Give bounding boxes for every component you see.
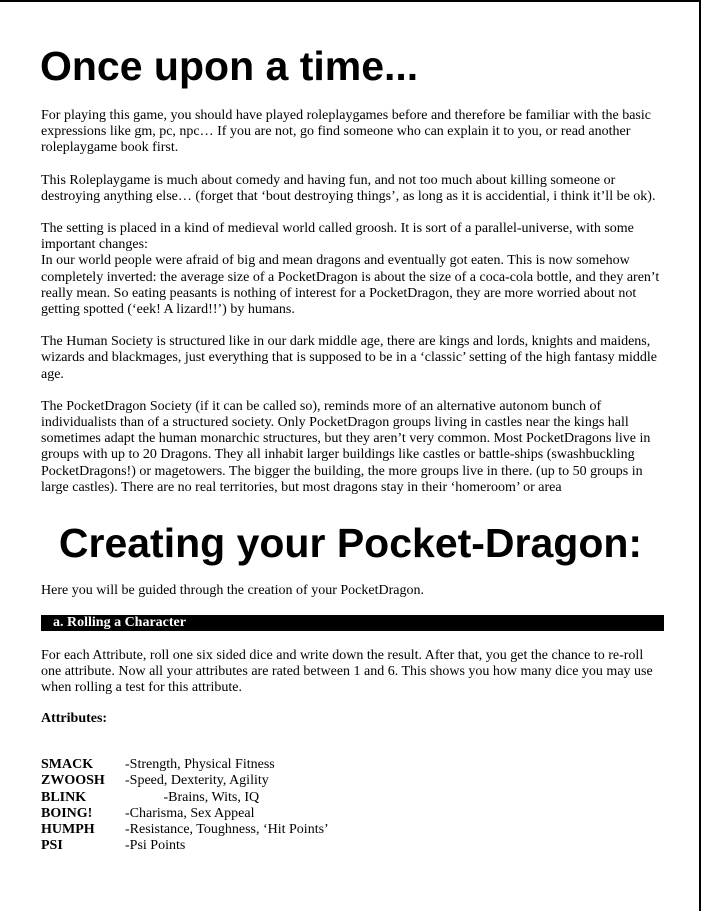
attribute-row [41,838,663,854]
intro-paragraph: In our world people were afraid of big and mean dragons and eventually got eaten. This is now somehow completely inverted: the average size of a PocketDragon is about the size of a coca-cola bottle, and they aren’t really mean. So eating peasants is nothing of interest for a PocketDragon, they are more worried about not getting spotted (‘eek! A lizard!!’) by humans. [41,253,660,318]
attribute-desc: -Brains, Wits, IQ [125,789,260,805]
attribute-row [41,790,663,806]
attribute-desc: -Charisma, Sex Appeal [125,805,255,821]
subsection-bar [41,615,664,631]
attribute-name: BOING! [41,805,93,821]
attribute-desc: -Resistance, Toughness, ‘Hit Points’ [125,821,329,837]
page-title: Once upon a time... [40,43,419,89]
attribute-desc: -Psi Points [125,838,186,854]
attributes-block [41,711,663,854]
attribute-name: PSI [41,838,63,854]
attribute-desc: -Strength, Physical Fitness [125,757,275,773]
attribute-name: HUMPH [41,821,95,837]
attribute-name: BLINK [41,789,87,805]
attributes-heading: Attributes: [41,711,108,726]
intro-paragraph: The PocketDragon Society (if it can be called so), reminds more of an alternative autonom bunch of individualists than of a structured society. Only PocketDragon groups living in castles near the kings hall sometimes adapt the human monarchic structures, but they aren’t very common. Most PocketDragons live in groups with up to 20 Dragons. They all inhabit larger buildings like castles or battle-ships (swashbuckling PocketDragons!) or magetowers. The bigger the building, the more groups live in there. (up to 50 groups in large castles). There are no real territories, but most dragons stay in their ‘homeroom’ or area [41,398,651,495]
intro-section [41,108,663,512]
attribute-row [41,822,663,838]
section-intro: Here you will be guided through the creation of your PocketDragon. [41,583,424,598]
attribute-desc: -Speed, Dexterity, Agility [125,773,269,789]
attribute-name: SMACK [41,757,94,773]
rolling-text: For each Attribute, roll one six sided dice and write down the result. After that, you get the chance to re-roll one attribute. Now all your attributes are rated between 1 and 6. This shows you how many dice you may use when rolling a test for this attribute. [41,648,653,696]
intro-paragraph: The Human Society is structured like in our dark middle age, there are kings and lords, knights and maidens, wizards and blackmages, just everything that is supposed to be in a ‘classic’ setting of the high fantasy middle age. [41,334,657,382]
attribute-row [41,757,663,773]
section-title: Creating your Pocket-Dragon: [58,520,643,566]
intro-paragraph: For playing this game, you should have played roleplaygames before and therefore be familiar with the basic expressions like gm, pc, npc… If you are not, go find someone who can explain it to you, or read another roleplaygame book first. [41,108,651,156]
attribute-row [41,773,663,789]
intro-paragraph: This Roleplaygame is much about comedy and having fun, and not too much about killing someone or destroying anything else… (forget that ‘bout destroying things’, as long as it is accidential, i think it’ll be ok). [41,172,656,204]
page-top-border [0,0,701,2]
subsection-bar-label: a. Rolling a Character [53,615,186,630]
attribute-row [41,806,663,822]
attribute-name: ZWOOSH [41,773,105,789]
intro-paragraph: The setting is placed in a kind of medieval world called groosh. It is sort of a parallel-universe, with some important changes: [41,221,634,253]
